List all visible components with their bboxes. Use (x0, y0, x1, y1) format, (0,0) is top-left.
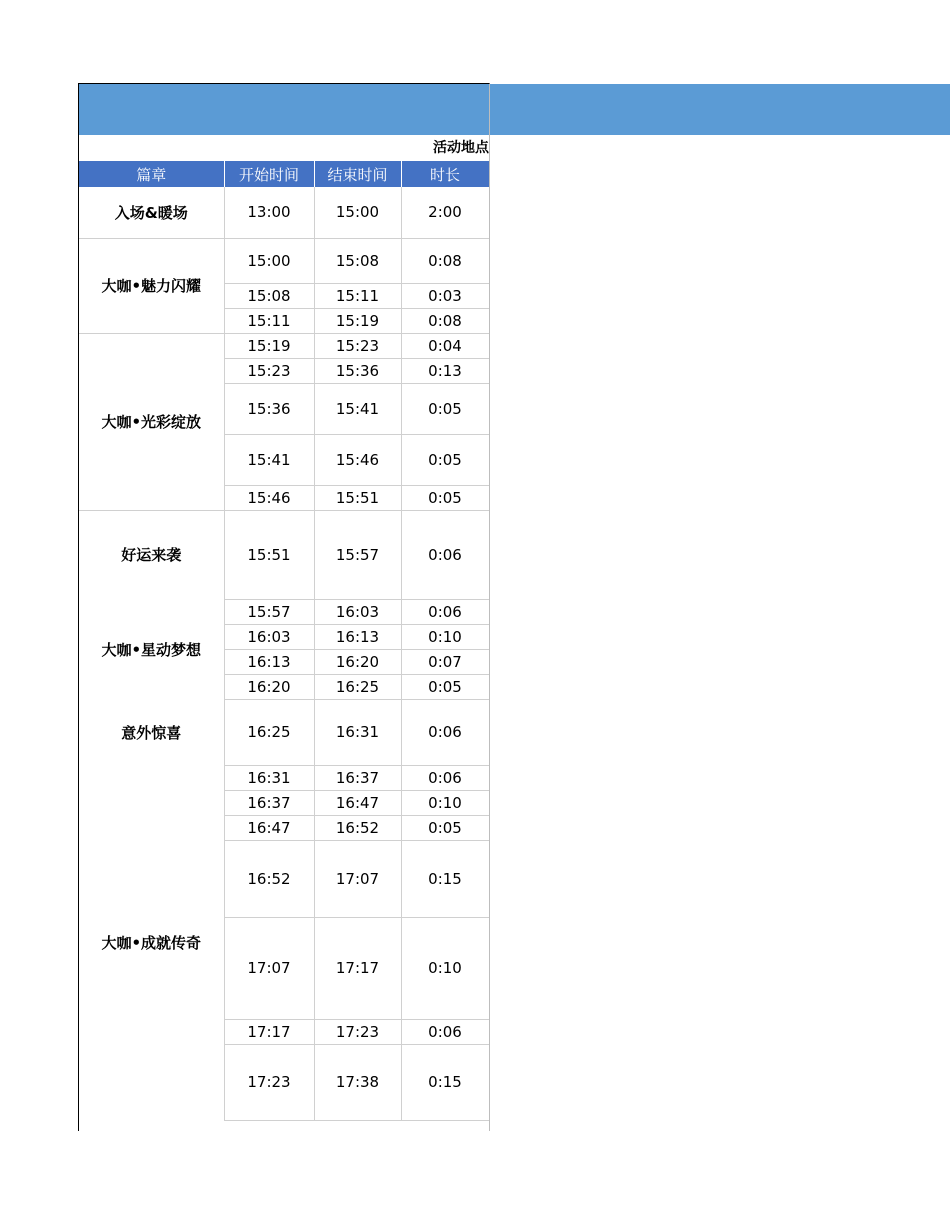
table-row (79, 187, 489, 238)
end-time-cell: 17:07 (314, 840, 401, 917)
table-row (79, 599, 489, 624)
chapter-cell: 大咖•魅力闪耀 (79, 238, 224, 333)
start-time-cell: 15:08 (224, 283, 314, 308)
start-time-cell: 16:52 (224, 840, 314, 917)
duration-cell: 0:06 (401, 510, 489, 599)
duration-cell: 0:06 (401, 699, 489, 765)
end-time-cell: 15:11 (314, 283, 401, 308)
end-time-cell: 16:13 (314, 624, 401, 649)
chapter-cell: 入场&暖场 (79, 187, 224, 238)
start-time-cell: 16:13 (224, 649, 314, 674)
end-time-cell: 16:03 (314, 599, 401, 624)
start-time-cell: 15:19 (224, 333, 314, 358)
end-time-cell: 15:00 (314, 187, 401, 238)
end-time-cell: 15:19 (314, 308, 401, 333)
end-time-cell: 17:17 (314, 917, 401, 1019)
table-row (79, 699, 489, 765)
duration-cell: 0:05 (401, 674, 489, 699)
header-row (79, 161, 489, 187)
chapter-cell: 大咖•光彩绽放 (79, 333, 224, 510)
start-time-cell: 15:23 (224, 358, 314, 383)
start-time-cell: 15:51 (224, 510, 314, 599)
end-time-cell: 17:38 (314, 1044, 401, 1120)
duration-cell: 0:06 (401, 599, 489, 624)
duration-cell: 2:00 (401, 187, 489, 238)
duration-cell: 0:06 (401, 1019, 489, 1044)
end-time-cell: 16:25 (314, 674, 401, 699)
header-start-time: 开始时间 (224, 161, 314, 187)
header-duration: 时长 (401, 161, 489, 187)
start-time-cell: 16:03 (224, 624, 314, 649)
duration-cell: 0:08 (401, 238, 489, 283)
table-row (79, 765, 489, 790)
duration-cell: 0:05 (401, 383, 489, 434)
end-time-cell: 15:23 (314, 333, 401, 358)
start-time-cell: 15:11 (224, 308, 314, 333)
start-time-cell: 16:31 (224, 765, 314, 790)
duration-cell: 0:15 (401, 840, 489, 917)
end-time-cell: 16:37 (314, 765, 401, 790)
duration-cell: 0:10 (401, 624, 489, 649)
location-row (79, 136, 489, 162)
end-time-cell: 17:23 (314, 1019, 401, 1044)
duration-cell: 0:08 (401, 308, 489, 333)
duration-cell: 0:06 (401, 765, 489, 790)
table-row (79, 238, 489, 283)
duration-cell: 0:13 (401, 358, 489, 383)
table-row (79, 333, 489, 358)
start-time-cell: 17:17 (224, 1019, 314, 1044)
chapter-cell: 意外惊喜 (79, 699, 224, 765)
start-time-cell: 15:36 (224, 383, 314, 434)
start-time-cell: 15:57 (224, 599, 314, 624)
duration-cell: 0:03 (401, 283, 489, 308)
end-time-cell: 15:08 (314, 238, 401, 283)
end-time-cell: 15:41 (314, 383, 401, 434)
schedule-table (79, 161, 490, 1121)
chapter-cell: 大咖•星动梦想 (79, 599, 224, 699)
duration-cell: 0:04 (401, 333, 489, 358)
table-row (79, 510, 489, 599)
schedule-sheet (78, 83, 490, 1131)
start-time-cell: 16:37 (224, 790, 314, 815)
start-time-cell: 17:07 (224, 917, 314, 1019)
duration-cell: 0:05 (401, 434, 489, 485)
end-time-cell: 15:57 (314, 510, 401, 599)
end-time-cell: 16:31 (314, 699, 401, 765)
schedule-body (79, 187, 489, 1120)
location-label: 活动地点 (433, 140, 489, 156)
start-time-cell: 15:46 (224, 485, 314, 510)
start-time-cell: 16:47 (224, 815, 314, 840)
end-time-cell: 15:51 (314, 485, 401, 510)
header-end-time: 结束时间 (314, 161, 401, 187)
duration-cell: 0:05 (401, 815, 489, 840)
duration-cell: 0:10 (401, 790, 489, 815)
start-time-cell: 16:25 (224, 699, 314, 765)
start-time-cell: 16:20 (224, 674, 314, 699)
duration-cell: 0:05 (401, 485, 489, 510)
duration-cell: 0:07 (401, 649, 489, 674)
end-time-cell: 15:46 (314, 434, 401, 485)
start-time-cell: 15:41 (224, 434, 314, 485)
chapter-cell: 好运来袭 (79, 510, 224, 599)
end-time-cell: 16:52 (314, 815, 401, 840)
end-time-cell: 16:20 (314, 649, 401, 674)
duration-cell: 0:15 (401, 1044, 489, 1120)
start-time-cell: 17:23 (224, 1044, 314, 1120)
start-time-cell: 13:00 (224, 187, 314, 238)
duration-cell: 0:10 (401, 917, 489, 1019)
start-time-cell: 15:00 (224, 238, 314, 283)
header-chapter: 篇章 (79, 161, 224, 187)
end-time-cell: 15:36 (314, 358, 401, 383)
chapter-cell: 大咖•成就传奇 (79, 765, 224, 1120)
end-time-cell: 16:47 (314, 790, 401, 815)
